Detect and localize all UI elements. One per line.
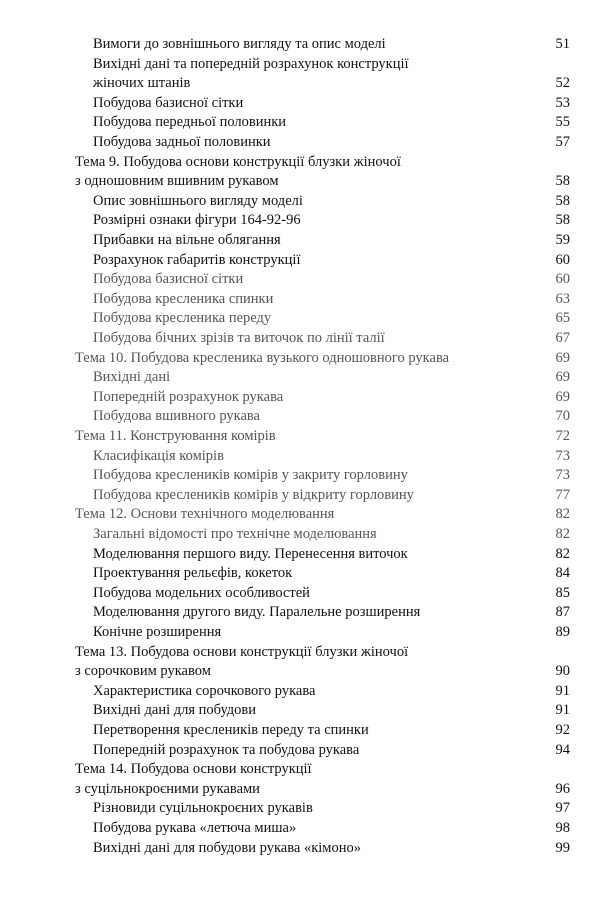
toc-entry: [0, 700, 600, 720]
toc-entry-title-line: Побудова кресленика переду: [93, 310, 272, 327]
toc-entry-title: [93, 230, 281, 250]
toc-entry-title: [75, 152, 401, 191]
toc-page-number: 82: [555, 545, 570, 562]
toc-page-number: 58: [555, 173, 570, 190]
toc-entry-title-line: Тема 14. Побудова основи конструкції: [75, 761, 312, 778]
toc-entry-title: [93, 308, 271, 328]
toc-entry-title: [93, 602, 420, 622]
toc-page-number: 59: [555, 232, 570, 248]
toc-entry-title-line: Вимоги до зовнішнього вигляду та опис моделі: [93, 36, 386, 52]
toc-page-number: 92: [555, 722, 570, 738]
toc-entry-title-line: з сорочковим рукавом: [75, 663, 211, 680]
toc-page-number: 58: [555, 212, 570, 229]
toc-page-number: 53: [555, 94, 570, 111]
toc-entry-title-line: жіночих штанів: [93, 75, 191, 92]
toc-entry-title-line: Побудова вшивного рукава: [93, 408, 260, 425]
toc-entry-title: [93, 93, 243, 113]
toc-entry-title-line: Розмірні ознаки фігури 164-92-96: [93, 212, 301, 229]
toc-entry: [0, 406, 600, 426]
toc-entry: [0, 740, 600, 760]
toc-entry: [0, 34, 600, 54]
toc-page-number: 94: [555, 741, 570, 758]
toc-entry: [0, 308, 600, 328]
toc-topic-entry: [0, 152, 600, 191]
toc-entry: [0, 289, 600, 309]
toc-page-number: 72: [555, 428, 570, 444]
toc-entry: [0, 583, 600, 603]
toc-page-number: 63: [555, 290, 570, 307]
toc-entry-title: [93, 132, 271, 152]
toc-entry-title-line: Побудова креслеників комірів у закриту горловину: [93, 467, 408, 484]
toc-entry-title: [93, 524, 377, 544]
toc-entry-title-line: Загальні відомості про технічне моделювання: [93, 526, 377, 542]
toc-entry: [0, 367, 600, 387]
toc-entry: [0, 681, 600, 701]
toc-entry-title-line: Тема 11. Конструювання комірів: [75, 428, 276, 444]
toc-entry-title: [93, 465, 408, 485]
toc-entry-title-line: Конічне розширення: [93, 624, 222, 640]
toc-entry-title: [93, 406, 260, 426]
toc-entry-title: [93, 210, 301, 230]
toc-page-number: 82: [555, 506, 570, 523]
toc-entry-title: [75, 504, 334, 524]
toc-entry-title-line: Побудова базисної сітки: [93, 94, 244, 111]
toc-entry-title-line: Вихідні дані для побудови рукава «кімоно»: [93, 839, 361, 856]
toc-page-number: 89: [555, 624, 570, 640]
toc-entry-title: [93, 289, 273, 309]
toc-entry: [0, 191, 600, 211]
toc-page-number: 51: [555, 36, 570, 52]
toc-entry-title: [93, 838, 361, 858]
toc-entry-title-line: Попередній розрахунок та побудова рукава: [93, 741, 360, 758]
toc-entry-title: [93, 328, 385, 348]
toc-page-number: 70: [555, 408, 570, 425]
toc-entry: [0, 602, 600, 622]
toc-entry: [0, 563, 600, 583]
toc-entry: [0, 838, 600, 858]
toc-entry-title-line: Розрахунок габаритів конструкції: [93, 251, 301, 268]
toc-page-number: 73: [555, 447, 570, 464]
toc-topic-entry: [0, 504, 600, 524]
toc-entry: [0, 269, 600, 289]
toc-entry-title-line: Побудова модельних особливостей: [93, 584, 310, 601]
toc-entry-title: [93, 681, 315, 701]
toc-page-number: 90: [555, 663, 570, 680]
toc-entry-title-line: Побудова базисної сітки: [93, 271, 244, 288]
toc-topic-entry: [0, 642, 600, 681]
toc-entry: [0, 54, 600, 93]
toc-page-number: 87: [555, 604, 570, 621]
toc-page-number: 69: [555, 369, 570, 386]
toc-topic-entry: [0, 348, 600, 368]
toc-entry-title-line: з одношовним вшивним рукавом: [75, 173, 279, 190]
toc-topic-entry: [0, 426, 600, 446]
toc-entry-title: [75, 642, 408, 681]
toc-entry-title-line: Побудова кресленика спинки: [93, 290, 274, 307]
toc-entry-title-line: Опис зовнішнього вигляду моделі: [93, 192, 303, 209]
toc-topic-entry: [0, 759, 600, 798]
toc-page-number: 91: [555, 702, 570, 719]
toc-page-number: 60: [555, 271, 570, 288]
toc-page-number: 99: [555, 839, 570, 856]
toc-entry-title: [93, 34, 386, 54]
toc-page-number: 96: [555, 780, 570, 797]
toc-entry-title-line: Тема 13. Побудова основи конструкції блузки жіночої: [75, 643, 409, 660]
toc-page-number: 84: [555, 565, 570, 582]
toc-page-number: 91: [555, 682, 570, 699]
toc-entry-title-line: Класифікація комірів: [93, 447, 224, 464]
toc-entry-title: [75, 426, 276, 446]
toc-page-number: 69: [555, 349, 570, 366]
toc-entry-title: [93, 191, 303, 211]
toc-entry-title-line: Перетворення креслеників переду та спинки: [93, 722, 369, 738]
toc-entry-title: [93, 446, 224, 466]
toc-entry-title-line: Вихідні дані та попередній розрахунок конструкції: [93, 55, 409, 72]
toc-page-number: 73: [555, 467, 570, 484]
toc-entry: [0, 485, 600, 505]
toc-entry-title-line: Прибавки на вільне облягання: [93, 232, 281, 248]
toc-entry: [0, 544, 600, 564]
toc-entry-title-line: Попередній розрахунок рукава: [93, 388, 284, 405]
toc-entry-title: [93, 700, 256, 720]
toc-entry: [0, 210, 600, 230]
toc-entry: [0, 524, 600, 544]
toc-page-number: 69: [555, 388, 570, 405]
toc-entry-title-line: Побудова креслеників комірів у відкриту горловину: [93, 486, 414, 503]
toc-entry-title: [93, 720, 369, 740]
toc-entry-title-line: Вихідні дані для побудови: [93, 702, 257, 719]
toc-entry-title: [93, 583, 310, 603]
toc-page-number: 55: [555, 114, 570, 131]
toc-entry-title: [93, 563, 292, 583]
toc-entry-title-line: Побудова задньої половинки: [93, 134, 271, 150]
toc-entry: [0, 387, 600, 407]
toc-page-number: 77: [555, 486, 570, 503]
toc-entry-title-line: з суцільнокроєними рукавами: [75, 780, 260, 797]
toc-entry: [0, 250, 600, 270]
toc-page-number: 67: [555, 330, 570, 346]
toc-entry-title: [93, 485, 414, 505]
toc-entry: [0, 446, 600, 466]
toc-entry: [0, 465, 600, 485]
toc-entry-title: [93, 367, 170, 387]
toc-entry-title: [93, 250, 300, 270]
toc-page-number: 60: [555, 251, 570, 268]
toc-entry: [0, 622, 600, 642]
toc-entry: [0, 112, 600, 132]
toc-entry-title-line: Тема 12. Основи технічного моделювання: [75, 506, 335, 523]
toc-entry-title: [93, 387, 283, 407]
toc-entry: [0, 230, 600, 250]
toc-page-number: 97: [555, 800, 570, 817]
toc-entry-title: [93, 622, 221, 642]
toc-entry-title: [75, 759, 312, 798]
toc-entry: [0, 328, 600, 348]
toc-entry-title: [93, 798, 313, 818]
toc-page-number: 65: [555, 310, 570, 327]
toc-entry-title-line: Тема 10. Побудова кресленика вузького одношовного рукава: [75, 349, 450, 366]
toc-entry-title: [75, 348, 449, 368]
toc-entry-title: [93, 544, 408, 564]
toc-entry-title: [93, 54, 409, 93]
toc-entry-title: [93, 112, 286, 132]
toc-entry: [0, 798, 600, 818]
toc-page-number: 85: [555, 584, 570, 601]
toc-entry-title-line: Вихідні дані: [93, 369, 171, 386]
toc-page-number: 98: [555, 820, 570, 836]
toc-entry-title-line: Побудова бічних зрізів та виточок по лінії талії: [93, 330, 385, 346]
toc-entry-title-line: Моделювання першого виду. Перенесення виточок: [93, 545, 408, 562]
toc-entry-title-line: Різновиди суцільнокроєних рукавів: [93, 800, 313, 817]
toc-page-number: 58: [555, 192, 570, 209]
toc-entry-title-line: Проектування рельєфів, кокеток: [93, 565, 293, 582]
toc-entry-title-line: Побудова передньої половинки: [93, 114, 287, 131]
toc-entry-title-line: Моделювання другого виду. Паралельне розширення: [93, 604, 421, 621]
toc-entry: [0, 132, 600, 152]
toc-page-number: 52: [555, 75, 570, 92]
toc-page-number: 57: [555, 134, 570, 150]
toc-page-number: 82: [555, 526, 570, 542]
toc-entry: [0, 720, 600, 740]
toc-entry-title-line: Характеристика сорочкового рукава: [93, 682, 316, 699]
toc-entry-title: [93, 269, 243, 289]
toc-entry-title: [93, 740, 359, 760]
toc-entry-title: [93, 818, 296, 838]
toc-entry-title-line: Тема 9. Побудова основи конструкції блузки жіночої: [75, 153, 401, 170]
toc-entry: [0, 818, 600, 838]
toc-entry: [0, 93, 600, 113]
toc-entry-title-line: Побудова рукава «летюча миша»: [93, 820, 297, 836]
